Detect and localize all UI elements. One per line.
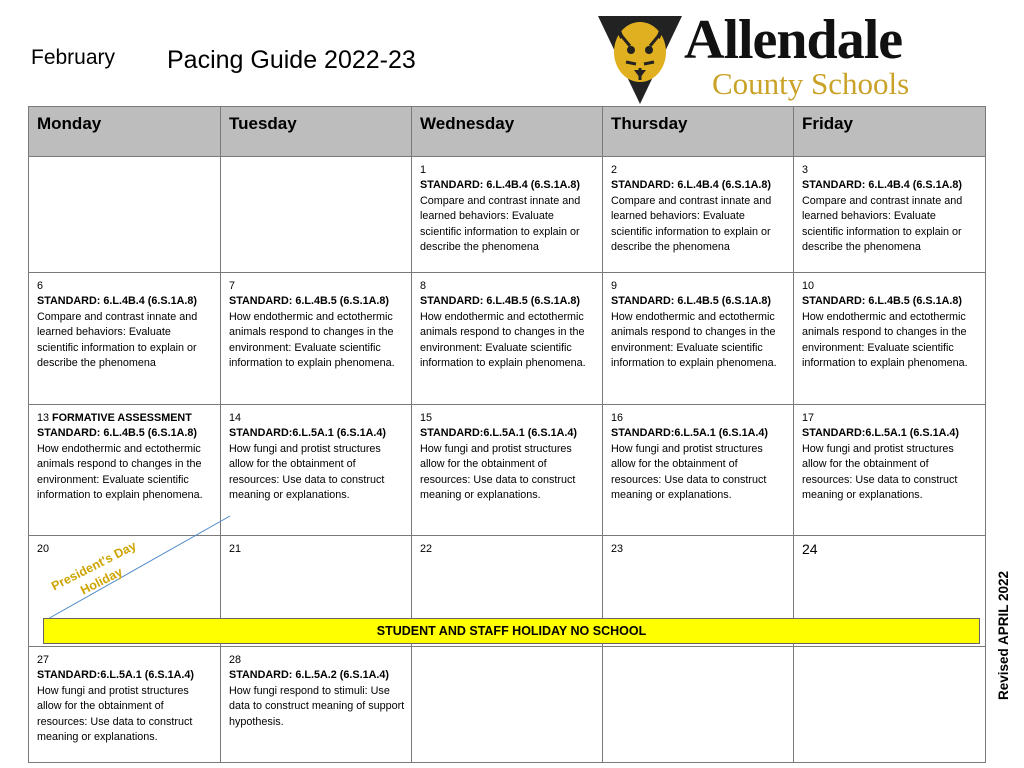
day-number: 10 [802,280,815,292]
standard-code: STANDARD: 6.L.4B.4 (6.S.1A.8) [802,179,962,192]
day-number: 21 [229,543,242,555]
standard-description: How fungi and protist structures allow for the obtainment of resources: Use data to construct meaning or explanations. [802,442,958,502]
day-cell [603,157,794,273]
day-number: 3 [802,164,809,176]
day-number: 24 [802,541,818,557]
day-number: 20 [37,543,50,555]
day-number: 28 [229,654,242,666]
logo-name: Allendale [684,9,903,71]
standard-code: STANDARD: 6.L.4B.5 (6.S.1A.8) [420,295,580,308]
standard-description: Compare and contrast innate and learned behaviors: Evaluate scientific information to explain or describe the phenomena [802,194,963,254]
day-cell [221,647,412,763]
day-number: 8 [420,280,427,292]
day-cell [29,647,221,763]
standard-code: STANDARD:6.L.5A.1 (6.S.1A.4) [611,427,768,440]
standard-description: How endothermic and ectothermic animals respond to changes in the environment: Evaluate scientific information to explain phenomena. [37,442,203,502]
day-cell [221,405,412,536]
day-number: 15 [420,412,433,424]
week-row [29,273,986,405]
standard-description: How fungi and protist structures allow for the obtainment of resources: Use data to construct meaning or explanations. [420,442,576,502]
day-number: 2 [611,164,618,176]
week-row [29,647,986,763]
standard-code: STANDARD: 6.L.4B.4 (6.S.1A.8) [611,179,771,192]
header-tuesday: Tuesday [221,107,412,157]
holiday-stamp: President's Day Holiday [49,538,139,598]
standard-code: STANDARD: 6.L.4B.4 (6.S.1A.8) [37,295,197,308]
day-number: 1 [420,164,427,176]
standard-description: Compare and contrast innate and learned behaviors: Evaluate scientific information to explain or describe the phenomena [420,194,581,254]
day-number: 17 [802,412,815,424]
day-number: 9 [611,280,618,292]
day-cell [794,273,986,405]
page-title: Pacing Guide 2022-23 [167,46,416,74]
revised-note: Revised APRIL 2022 [996,570,1011,700]
standard-description: How fungi and protist structures allow for the obtainment of resources: Use data to construct meaning or explanations. [229,442,385,502]
standard-code: STANDARD:6.L.5A.1 (6.S.1A.4) [37,669,194,682]
day-number: 6 [37,280,44,292]
day-cell [29,273,221,405]
school-logo [596,8,966,106]
day-cell [29,157,221,273]
calendar-table [28,106,986,763]
day-cell [412,647,603,763]
day-number: 13 [37,412,50,424]
standard-description: Compare and contrast innate and learned behaviors: Evaluate scientific information to explain or describe the phenomena [611,194,772,254]
day-number: 7 [229,280,236,292]
standard-code: STANDARD: 6.L.4B.5 (6.S.1A.8) [37,427,197,440]
day-cell [221,273,412,405]
header-thursday: Thursday [603,107,794,157]
header-wednesday: Wednesday [412,107,603,157]
standard-code: STANDARD: 6.L.5A.2 (6.S.1A.4) [229,669,389,682]
header-monday: Monday [29,107,221,157]
week-row [29,157,986,273]
day-cell [412,157,603,273]
day-cell [794,647,986,763]
header-friday: Friday [794,107,986,157]
holiday-banner: STUDENT AND STAFF HOLIDAY NO SCHOOL [43,618,980,644]
standard-description: How endothermic and ectothermic animals respond to changes in the environment: Evaluate scientific information to explain phenomena. [611,310,777,370]
day-number: 27 [37,654,50,666]
standard-description: How endothermic and ectothermic animals respond to changes in the environment: Evaluate scientific information to explain phenomena. [802,310,968,370]
day-number: 22 [420,543,433,555]
standard-description: How fungi and protist structures allow for the obtainment of resources: Use data to construct meaning or explanations. [37,684,193,744]
day-number: 23 [611,543,624,555]
day-cell [412,273,603,405]
day-cell [603,405,794,536]
logo-subtitle: County Schools [712,66,910,101]
tiger-mascot-icon [596,10,684,106]
standard-code: STANDARD: 6.L.4B.5 (6.S.1A.8) [802,295,962,308]
day-cell [603,273,794,405]
day-number: 14 [229,412,242,424]
day-cell [412,405,603,536]
standard-description: How fungi and protist structures allow for the obtainment of resources: Use data to construct meaning or explanations. [611,442,767,502]
standard-code: STANDARD: 6.L.4B.5 (6.S.1A.8) [229,295,389,308]
standard-description: How endothermic and ectothermic animals respond to changes in the environment: Evaluate scientific information to explain phenomena. [420,310,586,370]
standard-description: How endothermic and ectothermic animals respond to changes in the environment: Evaluate scientific information to explain phenomena. [229,310,395,370]
month-label: February [31,46,116,69]
standard-code: STANDARD: 6.L.4B.5 (6.S.1A.8) [611,295,771,308]
day-cell [221,157,412,273]
standard-description: Compare and contrast innate and learned behaviors: Evaluate scientific information to explain or describe the phenomena [37,310,198,370]
day-cell [794,405,986,536]
standard-code: STANDARD:6.L.5A.1 (6.S.1A.4) [802,427,959,440]
standard-code: STANDARD:6.L.5A.1 (6.S.1A.4) [229,427,386,440]
assessment-tag: FORMATIVE ASSESSMENT [52,412,192,424]
day-number: 16 [611,412,624,424]
standard-description: How fungi respond to stimuli: Use data to construct meaning of support hypothesis. [229,684,405,728]
day-cell [603,647,794,763]
standard-code: STANDARD:6.L.5A.1 (6.S.1A.4) [420,427,577,440]
standard-code: STANDARD: 6.L.4B.4 (6.S.1A.8) [420,179,580,192]
day-cell [794,157,986,273]
